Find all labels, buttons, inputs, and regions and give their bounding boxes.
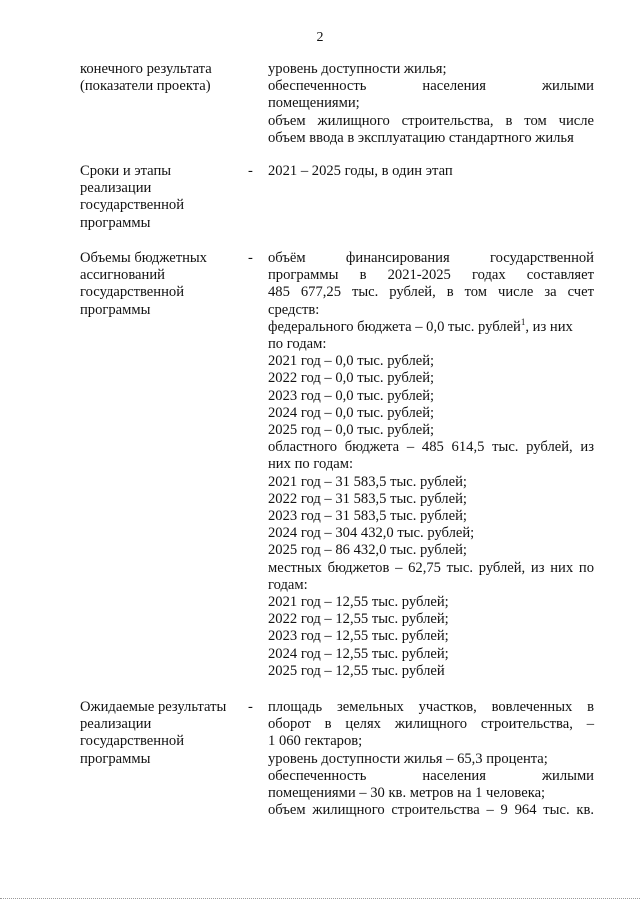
value-line bbox=[268, 78, 594, 95]
value-line-text: 1 060 гектаров; bbox=[268, 733, 363, 750]
value-line bbox=[268, 474, 594, 491]
value-line-text: 2025 год – 86 432,0 тыс. рублей; bbox=[268, 542, 467, 559]
value-line bbox=[268, 491, 594, 508]
value-line bbox=[268, 611, 594, 628]
section-label bbox=[80, 163, 250, 232]
value-line-text: объем ввода в эксплуатацию стандартного жилья bbox=[268, 129, 574, 146]
value-line-text: 2023 год – 12,55 тыс. рублей; bbox=[268, 628, 449, 645]
value-line bbox=[268, 336, 594, 353]
label-line: Ожидаемые результаты bbox=[80, 699, 227, 715]
value-line bbox=[268, 733, 594, 750]
value-line bbox=[268, 130, 594, 147]
label-line: государственной bbox=[80, 284, 185, 301]
bottom-rule bbox=[0, 898, 640, 899]
value-line-text: обеспеченность населения жилыми bbox=[268, 78, 594, 95]
value-line bbox=[268, 751, 594, 768]
value-line-text: уровень доступности жилья; bbox=[268, 61, 447, 77]
value-line-text: годам: bbox=[268, 576, 308, 593]
value-line-text: по годам: bbox=[268, 336, 327, 353]
value-line bbox=[268, 353, 594, 370]
value-line-text: 2022 год – 12,55 тыс. рублей; bbox=[268, 611, 449, 628]
section-label bbox=[80, 250, 250, 319]
value-line bbox=[268, 163, 594, 180]
section-label bbox=[80, 699, 250, 768]
value-line bbox=[268, 525, 594, 542]
value-line-text: оборот в целях жилищного строительства, – bbox=[268, 716, 594, 733]
value-line-text: 2021 год – 0,0 тыс. рублей; bbox=[268, 353, 435, 370]
section-value bbox=[268, 61, 594, 147]
value-line bbox=[268, 802, 594, 819]
value-line-text: 2024 год – 0,0 тыс. рублей; bbox=[268, 404, 435, 421]
value-line-text: 2021 год – 12,55 тыс. рублей; bbox=[268, 594, 449, 611]
value-line-text: 485 677,25 тыс. рублей, в том числе за счет bbox=[268, 284, 594, 301]
label-line: ассигнований bbox=[80, 267, 165, 284]
value-line bbox=[268, 405, 594, 422]
value-line-text: средств: bbox=[268, 301, 320, 318]
value-line bbox=[268, 456, 594, 473]
value-line-tail: , из них bbox=[525, 318, 573, 335]
value-line-text: помещениями; bbox=[268, 95, 360, 112]
value-line-text: программы в 2021-2025 годах составляет bbox=[268, 267, 594, 284]
value-line-text: 2022 год – 0,0 тыс. рублей; bbox=[268, 370, 435, 387]
value-line bbox=[268, 113, 594, 130]
value-line-text: 2021 год – 31 583,5 тыс. рублей; bbox=[268, 473, 467, 490]
value-line bbox=[268, 61, 594, 78]
section-value bbox=[268, 699, 594, 819]
value-line-text: 2025 год – 0,0 тыс. рублей; bbox=[268, 422, 435, 439]
value-line bbox=[268, 267, 594, 284]
value-line bbox=[268, 542, 594, 559]
value-line bbox=[268, 594, 594, 611]
value-line bbox=[268, 388, 594, 405]
value-line bbox=[268, 370, 594, 387]
value-line-text: объем жилищного строительства, в том числе bbox=[268, 112, 594, 129]
value-line bbox=[268, 716, 594, 733]
value-line-text: федерального бюджета – 0,0 тыс. рублей bbox=[268, 318, 521, 335]
label-line: государственной bbox=[80, 197, 185, 214]
section-value bbox=[268, 163, 594, 180]
label-line: реализации bbox=[80, 716, 152, 733]
value-line bbox=[268, 95, 594, 112]
value-line bbox=[268, 508, 594, 525]
label-line: программы bbox=[80, 750, 151, 767]
value-line-text: 2021 – 2025 годы, в один этап bbox=[268, 163, 453, 179]
value-line-text: местных бюджетов – 62,75 тыс. рублей, из них по bbox=[268, 559, 594, 576]
label-line: программы bbox=[80, 301, 151, 318]
label-line: конечного результата bbox=[80, 61, 212, 77]
value-line-text: 2022 год – 31 583,5 тыс. рублей; bbox=[268, 490, 467, 507]
value-line bbox=[268, 646, 594, 663]
value-line-text: площадь земельных участков, вовлеченных в bbox=[268, 699, 594, 715]
label-line: государственной bbox=[80, 733, 185, 750]
value-line-text: 2024 год – 12,55 тыс. рублей; bbox=[268, 645, 449, 662]
value-line bbox=[268, 768, 594, 785]
value-line-text: объём финансирования государственной bbox=[268, 250, 594, 266]
value-line bbox=[268, 439, 594, 456]
page-number: 2 bbox=[316, 30, 324, 45]
value-line bbox=[268, 663, 594, 680]
value-line bbox=[268, 302, 594, 319]
value-line-text: уровень доступности жилья – 65,3 процента; bbox=[268, 750, 548, 767]
dash-separator: - bbox=[248, 699, 253, 715]
label-line: реализации bbox=[80, 180, 152, 197]
dash-separator: - bbox=[248, 250, 253, 266]
value-line-text: помещениями – 30 кв. метров на 1 человека; bbox=[268, 785, 546, 802]
dash-separator: - bbox=[248, 163, 253, 179]
label-line: программы bbox=[80, 214, 151, 231]
value-line-text: обеспеченность населения жилыми bbox=[268, 767, 594, 784]
value-line bbox=[268, 560, 594, 577]
label-line: (показатели проекта) bbox=[80, 78, 211, 95]
value-line bbox=[268, 577, 594, 594]
footnote-marker: 1 bbox=[520, 316, 526, 327]
value-line-text: них по годам: bbox=[268, 456, 354, 473]
value-line-text: областного бюджета – 485 614,5 тыс. рублей, из bbox=[268, 439, 594, 456]
value-line-text: объем жилищного строительства – 9 964 тыс. кв. bbox=[268, 802, 594, 819]
label-line: Сроки и этапы bbox=[80, 163, 172, 179]
value-line bbox=[268, 785, 594, 802]
value-line bbox=[268, 250, 594, 267]
value-line bbox=[268, 284, 594, 301]
section-label bbox=[80, 61, 250, 95]
value-line-text: 2024 год – 304 432,0 тыс. рублей; bbox=[268, 525, 475, 542]
value-line bbox=[268, 316, 594, 336]
section-value bbox=[268, 250, 594, 680]
value-line bbox=[268, 699, 594, 716]
value-line-text: 2023 год – 0,0 тыс. рублей; bbox=[268, 387, 435, 404]
value-line-text: 2025 год – 12,55 тыс. рублей bbox=[268, 662, 445, 679]
label-line: Объемы бюджетных bbox=[80, 250, 207, 266]
value-line-text: 2023 год – 31 583,5 тыс. рублей; bbox=[268, 508, 467, 525]
value-line bbox=[268, 422, 594, 439]
value-line bbox=[268, 628, 594, 645]
